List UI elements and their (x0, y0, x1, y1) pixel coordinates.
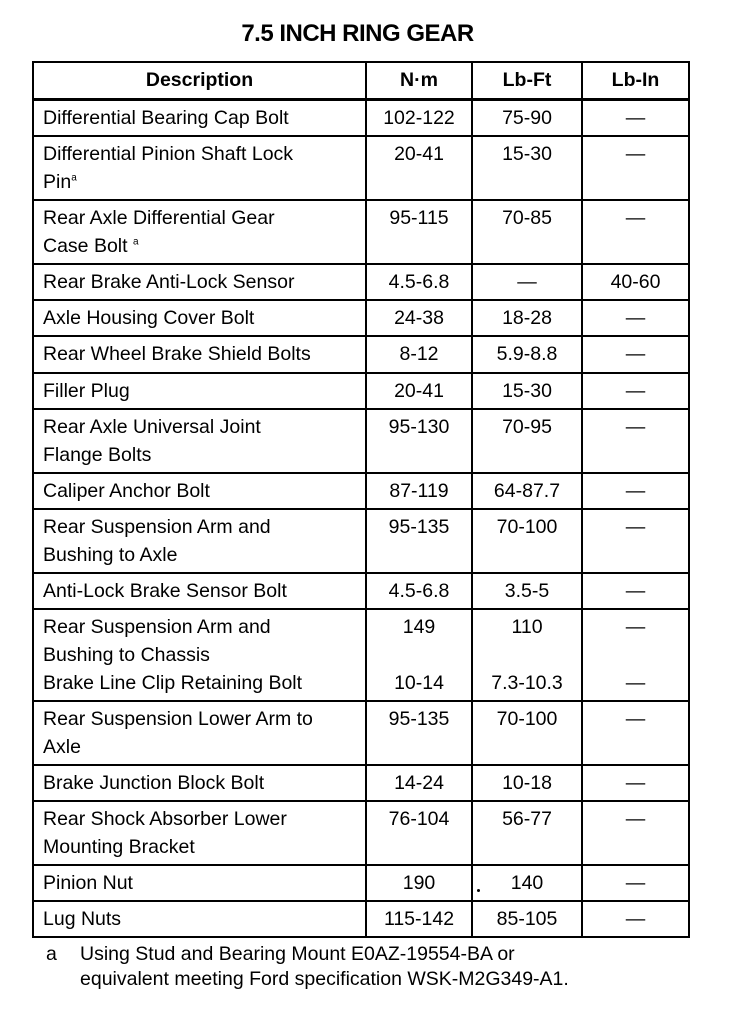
description-text: Caliper Anchor Bolt (43, 479, 210, 502)
description-text: Differential Bearing Cap Bolt (43, 106, 289, 129)
torque-spec-table (32, 61, 690, 938)
row-description (33, 701, 366, 765)
table-row (33, 136, 689, 200)
lbin-value: — (582, 136, 689, 200)
lbin-value-group (582, 609, 689, 701)
description-text: Rear Shock Absorber Lower (43, 807, 287, 830)
lbft-value: — (472, 264, 582, 300)
col-header-lbin: Lb-In (582, 62, 689, 99)
lbft-value: 3.5-5 (472, 573, 582, 609)
nm-value: 14-24 (366, 765, 472, 801)
table-row (33, 901, 689, 937)
lbin-value: — (625, 615, 646, 638)
table-row (33, 300, 689, 336)
nm-value: 24-38 (366, 300, 472, 336)
lbin-value: — (582, 901, 689, 937)
nm-value: 87-119 (366, 473, 472, 509)
description-text: Rear Axle Differential Gear (43, 206, 275, 229)
description-text: Lug Nuts (43, 907, 122, 930)
lbin-value: — (582, 765, 689, 801)
lbin-value: — (582, 373, 689, 409)
lbft-value: 70-85 (472, 200, 582, 264)
description-text: Rear Suspension Arm and (43, 615, 271, 638)
row-description (33, 300, 366, 336)
lbft-value: 5.9-8.8 (472, 336, 582, 373)
description-text: Pinion Nut (43, 871, 133, 894)
table-row (33, 336, 689, 373)
row-description (33, 373, 366, 409)
description-text-line2: Bushing to Chassis (43, 643, 210, 666)
row-description (33, 509, 366, 573)
description-text-line3: Brake Line Clip Retaining Bolt (43, 671, 303, 694)
description-text: Rear Wheel Brake Shield Bolts (43, 342, 311, 365)
lbft-value: 56-77 (472, 801, 582, 865)
table-row (33, 701, 689, 765)
col-header-nm: N·m (366, 62, 472, 99)
nm-value: 95-135 (366, 509, 472, 573)
nm-value: 4.5-6.8 (366, 264, 472, 300)
col-header-lbft: Lb-Ft (472, 62, 582, 99)
row-description (33, 609, 366, 701)
footnote-mark: a (46, 943, 57, 965)
lbin-value: — (582, 801, 689, 865)
lbin-value: — (582, 865, 689, 901)
table-row (33, 801, 689, 865)
lbin-value: — (582, 200, 689, 264)
footnote-ref: a (71, 172, 77, 183)
nm-value-secondary: 10-14 (394, 671, 444, 694)
description-text-line2: Bushing to Axle (43, 543, 178, 566)
lbin-value: 40-60 (582, 264, 689, 300)
row-description (33, 801, 366, 865)
lbin-value-secondary: — (625, 671, 646, 694)
lbft-value-secondary: 7.3-10.3 (491, 671, 563, 694)
table-title: 7.5 INCH RING GEAR (241, 20, 474, 47)
lbin-value: — (582, 701, 689, 765)
description-text: Rear Suspension Lower Arm to (43, 707, 313, 730)
lbft-value: 18-28 (472, 300, 582, 336)
table-row (33, 609, 689, 701)
lbin-value: — (582, 300, 689, 336)
footnote-line-2: equivalent meeting Ford specification WSK-M2G349-A1. (80, 968, 569, 990)
row-description (33, 264, 366, 300)
table-row (33, 473, 689, 509)
description-text: Rear Brake Anti-Lock Sensor (43, 270, 295, 293)
table-row (33, 373, 689, 409)
lbft-value: 15-30 (472, 136, 582, 200)
row-description (33, 409, 366, 473)
table-row (33, 99, 689, 136)
lbft-value: 110 (511, 615, 543, 638)
nm-value: 95-135 (366, 701, 472, 765)
description-text: Filler Plug (43, 379, 130, 402)
lbft-value: 140 (472, 865, 582, 901)
description-text-line2: Mounting Bracket (43, 835, 195, 858)
nm-value-group (366, 609, 472, 701)
lbft-value-group (472, 609, 582, 701)
lbin-value: — (582, 336, 689, 373)
nm-value: 95-115 (366, 200, 472, 264)
row-description (33, 200, 366, 264)
table-row (33, 573, 689, 609)
description-text: Differential Pinion Shaft Lock (43, 142, 294, 165)
lbft-value: 70-100 (472, 701, 582, 765)
footnote-ref: a (132, 236, 139, 247)
row-description (33, 573, 366, 609)
lbft-value: 70-95 (472, 409, 582, 473)
nm-value: 95-130 (366, 409, 472, 473)
stray-dot (477, 889, 480, 892)
table-row (33, 409, 689, 473)
lbin-value: — (582, 409, 689, 473)
footnote-line-1: Using Stud and Bearing Mount E0AZ-19554-BA or (80, 943, 515, 965)
table-row (33, 264, 689, 300)
description-text-line2: Case Bolt (43, 234, 133, 257)
footnote-text (80, 942, 720, 992)
lbin-value: — (582, 573, 689, 609)
lbft-value: 64-87.7 (472, 473, 582, 509)
nm-value: 76-104 (366, 801, 472, 865)
nm-value: 4.5-6.8 (366, 573, 472, 609)
nm-value: 20-41 (366, 373, 472, 409)
row-description (33, 99, 366, 136)
description-text: Anti-Lock Brake Sensor Bolt (43, 579, 287, 602)
nm-value: 149 (402, 615, 436, 638)
nm-value: 115-142 (366, 901, 472, 937)
row-description (33, 765, 366, 801)
header-row (33, 62, 689, 99)
lbft-value: 85-105 (472, 901, 582, 937)
nm-value: 20-41 (366, 136, 472, 200)
description-text: Axle Housing Cover Bolt (43, 306, 255, 329)
lbin-value: — (582, 509, 689, 573)
table-row (33, 200, 689, 264)
description-text: Rear Axle Universal Joint (43, 415, 261, 438)
lbin-value: — (582, 99, 689, 136)
table-row (33, 765, 689, 801)
lbft-value: 10-18 (472, 765, 582, 801)
description-text-line2: Axle (43, 735, 81, 758)
table-row (33, 509, 689, 573)
col-header-description: Description (33, 62, 366, 99)
lbin-value: — (582, 473, 689, 509)
table-row (33, 865, 689, 901)
nm-value: 190 (366, 865, 472, 901)
nm-value: 102-122 (366, 99, 472, 136)
row-description (33, 901, 366, 937)
row-description (33, 473, 366, 509)
nm-value: 8-12 (366, 336, 472, 373)
row-description (33, 136, 366, 200)
lbft-value: 75-90 (472, 99, 582, 136)
description-text-line2: Flange Bolts (43, 443, 152, 466)
description-text-line2: Pin (43, 170, 72, 193)
row-description (33, 865, 366, 901)
lbft-value: 15-30 (472, 373, 582, 409)
lbft-value: 70-100 (472, 509, 582, 573)
description-text: Brake Junction Block Bolt (43, 771, 265, 794)
row-description (33, 336, 366, 373)
description-text: Rear Suspension Arm and (43, 515, 271, 538)
